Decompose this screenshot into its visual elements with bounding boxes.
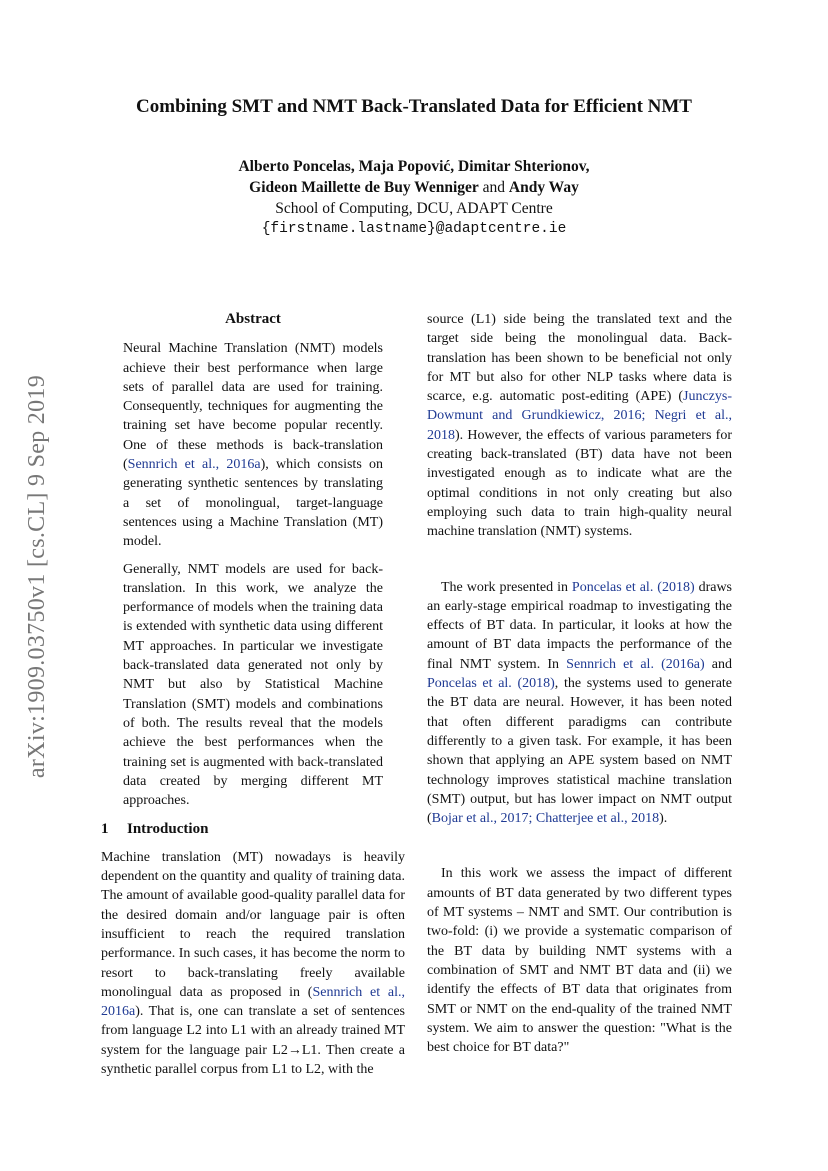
text-run: ), which consists on generating synthetic sentences by translating a set of monolingual, target-language sentences using a Machine Translation (MT) model. [123, 457, 384, 550]
authors-line-2 [0, 177, 828, 198]
author-block [0, 156, 828, 240]
body-paragraph: In this work we assess the impact of different amounts of BT data generated by two different types of MT systems – NMT and SMT. Our contribution is two-fold: (i) we provide a systematic comparison of the BT data by building NMT systems with a combination of SMT and NMT BT data and (ii) we identify the effects of BT data that originates from SMT or NMT on the end-quality of the trained NMT system. We aim to answer the question: "What is the best choice for BT data?" [427, 866, 732, 1056]
arxiv-stamp: arXiv:1909.03750v1 [cs.CL] 9 Sep 2019 [24, 375, 50, 779]
abstract-heading: Abstract [225, 311, 281, 327]
text-run: ). That is, one can translate a set of sentences from language L2 into L1 with an already trained MT system for the language pair L2→L1. Then create a synthetic parallel corpus from L1 to L2, with the [101, 1004, 405, 1077]
text-run: , the systems used to generate the BT data are neural. However, it has been noted that often different paradigms can contribute differently to a given task. For example, it has been shown that applying an APE system based on NMT technology improves statistical machine translation (SMT) output, but has lower impact on NMT output ( [427, 676, 733, 827]
section-heading [101, 820, 405, 839]
text-run: source (L1) side being the translated text and the target side being the monolingual data. Back-translation has been shown to be beneficial not only for MT but also for other NLP tasks where data is scarce, e.g. automatic post-editing (APE) ( [427, 312, 732, 405]
body-paragraph [101, 848, 405, 1080]
citation-link[interactable]: Sennrich et al. (2016a) [566, 656, 705, 672]
author-name: Gideon Maillette de Buy Wenniger [249, 179, 479, 196]
citation-link[interactable]: Poncelas et al. (2018) [427, 676, 555, 692]
citation-link[interactable]: Junczys-Dowmunt and Grundkiewicz, 2016; Negri et al., 2018 [427, 389, 732, 443]
section-title: Introduction [127, 821, 209, 838]
abstract-paragraph: Generally, NMT models are used for back-translation. In this work, we analyze the performance of models when the training data is extended with synthetic data using different MT approaches. In particular we investigate back-translated data generated not only by NMT but also by Statistical Machine Translation (SMT) models and combinations of both. The results reveal that the models achieve the best performances when the training set is augmented with back-translated data created by merging different MT approaches. [123, 561, 383, 809]
text-run: Machine translation (MT) nowadays is heavily dependent on the quantity and quality of training data. The amount of available good-quality parallel data for the desired domain and/or language pair is often insufficient to reach the required translation performance. In such cases, it has become the norm to resort to back-translating freely available monolingual data as proposed in ( [101, 849, 405, 1000]
text-run: The work presented in [441, 579, 572, 595]
left-column [101, 310, 405, 1079]
text-run: Neural Machine Translation (NMT) models achieve their best performance when large sets of parallel data are used for training. Consequently, techniques for augmenting the training set have become popular recently. One of these methods is back-translation ( [123, 341, 383, 473]
text-run: and [704, 656, 733, 672]
text-run: ). [659, 811, 668, 827]
citation-link[interactable]: Bojar et al., 2017; Chatterjee et al., 2018 [431, 811, 660, 827]
authors-and: and [482, 179, 506, 196]
right-column [427, 310, 732, 1057]
author-name: Andy Way [508, 179, 579, 196]
authors-line-1: Alberto Poncelas, Maja Popović, Dimitar Shterionov, [238, 158, 590, 175]
affiliation: School of Computing, DCU, ADAPT Centre [275, 200, 553, 217]
body-paragraph [427, 578, 732, 829]
abstract-paragraph [123, 339, 383, 551]
text-run: ). However, the effects of various parameters for creating back-translated (BT) data have not been investigated enough as to indicate what are the optimal conditions in not only creating but also employing such data to train high-quality neural machine translation (NMT) systems. [427, 427, 732, 540]
section-number: 1 [101, 821, 109, 838]
email: {firstname.lastname}@adaptcentre.ie [261, 221, 567, 237]
paper-title: Combining SMT and NMT Back-Translated Data for Efficient NMT [136, 96, 692, 117]
text-run: draws an early-stage empirical roadmap to investigating the effects of BT data. In particular, it looks at how the amount of BT data impacts the performance of the final NMT system. In [427, 579, 733, 672]
citation-link[interactable]: Poncelas et al. (2018) [571, 579, 695, 595]
citation-link[interactable]: Sennrich et al., 2016a [127, 457, 261, 473]
body-paragraph-continued [427, 310, 732, 542]
citation-link[interactable]: Sennrich et al., 2016a [101, 984, 405, 1020]
